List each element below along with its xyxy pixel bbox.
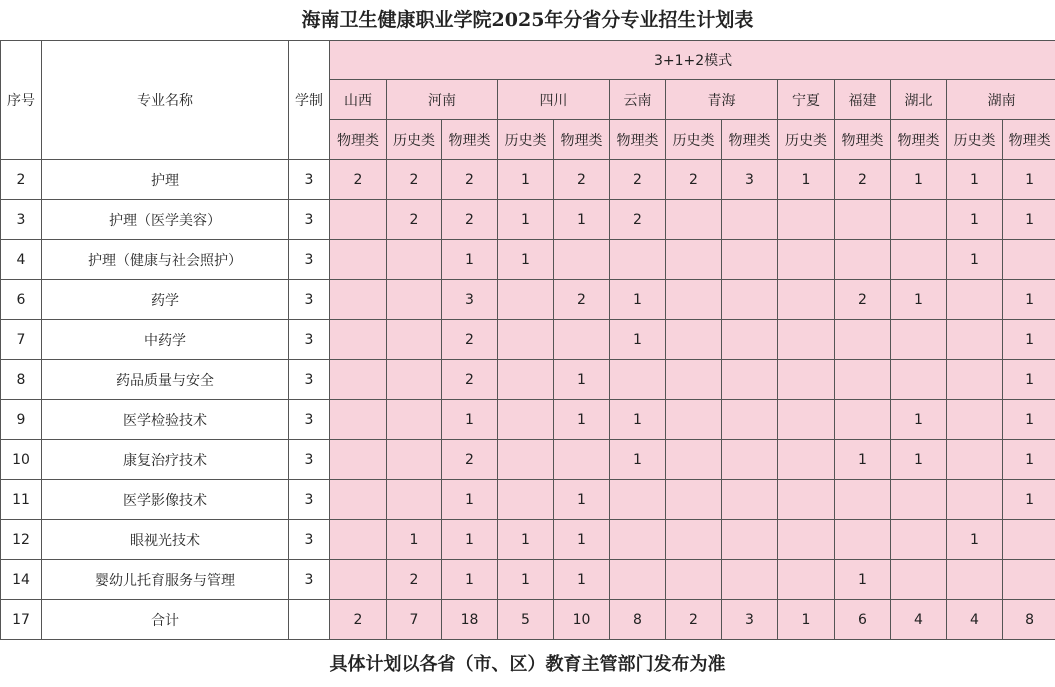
plan-count-cell	[891, 480, 947, 520]
plan-count-cell: 1	[387, 520, 442, 560]
plan-count-cell	[891, 360, 947, 400]
row-seq: 8	[1, 360, 42, 400]
plan-count-cell: 2	[610, 160, 666, 200]
plan-count-cell	[387, 240, 442, 280]
plan-count-cell: 1	[498, 240, 554, 280]
plan-count-cell	[835, 400, 891, 440]
plan-count-cell	[1003, 520, 1055, 560]
subject-header: 物理类	[891, 120, 947, 160]
plan-count-cell: 1	[498, 160, 554, 200]
plan-count-cell: 1	[778, 600, 835, 640]
row-seq: 4	[1, 240, 42, 280]
plan-count-cell	[722, 560, 778, 600]
plan-count-cell	[498, 360, 554, 400]
plan-count-cell: 2	[387, 560, 442, 600]
plan-count-cell: 2	[442, 440, 498, 480]
plan-count-cell	[610, 560, 666, 600]
row-duration: 3	[289, 280, 330, 320]
row-seq: 2	[1, 160, 42, 200]
plan-count-cell: 1	[442, 480, 498, 520]
plan-count-cell: 1	[442, 560, 498, 600]
plan-count-cell: 1	[947, 200, 1003, 240]
province-qinghai: 青海	[666, 80, 778, 120]
plan-count-cell	[947, 480, 1003, 520]
plan-count-cell: 1	[891, 280, 947, 320]
plan-count-cell: 2	[835, 160, 891, 200]
plan-count-cell	[722, 240, 778, 280]
plan-count-cell: 1	[498, 200, 554, 240]
row-major: 护理	[42, 160, 289, 200]
row-seq: 17	[1, 600, 42, 640]
table-row	[1, 280, 1055, 320]
plan-count-cell: 4	[891, 600, 947, 640]
plan-count-cell	[835, 360, 891, 400]
plan-count-cell: 1	[442, 240, 498, 280]
plan-count-cell: 1	[554, 360, 610, 400]
plan-count-cell	[387, 480, 442, 520]
plan-count-cell: 6	[835, 600, 891, 640]
plan-count-cell	[722, 320, 778, 360]
plan-count-cell	[498, 280, 554, 320]
plan-count-cell	[666, 440, 722, 480]
plan-count-cell: 1	[498, 560, 554, 600]
province-ningxia: 宁夏	[778, 80, 835, 120]
subject-header: 物理类	[554, 120, 610, 160]
plan-count-cell	[554, 320, 610, 360]
plan-count-cell: 8	[610, 600, 666, 640]
row-major: 康复治疗技术	[42, 440, 289, 480]
plan-count-cell: 1	[610, 400, 666, 440]
plan-count-cell: 1	[778, 160, 835, 200]
plan-count-cell: 1	[1003, 160, 1055, 200]
plan-count-cell: 1	[1003, 280, 1055, 320]
row-major: 医学影像技术	[42, 480, 289, 520]
plan-count-cell: 5	[498, 600, 554, 640]
row-duration: 3	[289, 480, 330, 520]
table-body	[1, 160, 1055, 640]
plan-count-cell	[330, 440, 387, 480]
plan-count-cell: 2	[442, 160, 498, 200]
plan-count-cell	[387, 320, 442, 360]
plan-count-cell	[610, 240, 666, 280]
subject-header: 历史类	[387, 120, 442, 160]
plan-count-cell: 1	[1003, 360, 1055, 400]
plan-count-cell	[387, 440, 442, 480]
plan-count-cell	[666, 400, 722, 440]
row-duration: 3	[289, 560, 330, 600]
plan-count-cell	[666, 520, 722, 560]
row-major: 中药学	[42, 320, 289, 360]
plan-count-cell	[387, 360, 442, 400]
subject-header: 历史类	[666, 120, 722, 160]
subject-header: 物理类	[442, 120, 498, 160]
plan-count-cell	[778, 520, 835, 560]
row-duration: 3	[289, 320, 330, 360]
table-row	[1, 440, 1055, 480]
plan-count-cell: 1	[498, 520, 554, 560]
plan-count-cell	[387, 400, 442, 440]
plan-count-cell	[330, 400, 387, 440]
row-major: 护理（健康与社会照护）	[42, 240, 289, 280]
plan-count-cell	[778, 440, 835, 480]
plan-count-cell: 1	[554, 200, 610, 240]
plan-count-cell	[778, 320, 835, 360]
plan-count-cell	[666, 320, 722, 360]
header-mode: 3+1+2模式	[330, 41, 1055, 80]
province-yunnan: 云南	[610, 80, 666, 120]
plan-count-cell	[554, 440, 610, 480]
plan-count-cell	[835, 200, 891, 240]
plan-count-cell	[722, 360, 778, 400]
plan-count-cell	[947, 400, 1003, 440]
header-major: 专业名称	[42, 41, 289, 160]
plan-count-cell	[947, 280, 1003, 320]
row-major: 护理（医学美容）	[42, 200, 289, 240]
plan-count-cell: 2	[387, 200, 442, 240]
row-major: 婴幼儿托育服务与管理	[42, 560, 289, 600]
plan-count-cell	[947, 320, 1003, 360]
row-seq: 7	[1, 320, 42, 360]
plan-count-cell: 2	[387, 160, 442, 200]
plan-count-cell	[330, 240, 387, 280]
plan-count-cell	[722, 200, 778, 240]
plan-count-cell	[330, 280, 387, 320]
province-hunan: 湖南	[947, 80, 1055, 120]
row-major: 眼视光技术	[42, 520, 289, 560]
plan-count-cell	[330, 320, 387, 360]
province-henan: 河南	[387, 80, 498, 120]
plan-count-cell	[891, 200, 947, 240]
province-shanxi: 山西	[330, 80, 387, 120]
row-major: 药品质量与安全	[42, 360, 289, 400]
table-row	[1, 160, 1055, 200]
row-seq: 10	[1, 440, 42, 480]
plan-count-cell	[498, 480, 554, 520]
plan-count-cell: 7	[387, 600, 442, 640]
plan-count-cell	[666, 280, 722, 320]
header-duration: 学制	[289, 41, 330, 160]
plan-count-cell: 18	[442, 600, 498, 640]
table-header	[1, 41, 1055, 160]
plan-count-cell: 1	[554, 520, 610, 560]
plan-count-cell	[330, 560, 387, 600]
province-sichuan: 四川	[498, 80, 610, 120]
plan-count-cell: 2	[835, 280, 891, 320]
plan-count-cell: 1	[947, 520, 1003, 560]
plan-count-cell: 1	[1003, 480, 1055, 520]
plan-count-cell: 8	[1003, 600, 1055, 640]
plan-count-cell	[947, 560, 1003, 600]
total-row	[1, 600, 1055, 640]
plan-count-cell: 1	[554, 560, 610, 600]
plan-count-cell	[778, 240, 835, 280]
plan-count-cell	[722, 480, 778, 520]
plan-count-cell	[778, 280, 835, 320]
plan-count-cell: 2	[666, 600, 722, 640]
plan-count-cell: 1	[947, 160, 1003, 200]
plan-count-cell: 1	[835, 560, 891, 600]
plan-count-cell	[498, 400, 554, 440]
plan-count-cell: 1	[442, 520, 498, 560]
plan-count-cell: 3	[722, 160, 778, 200]
plan-count-cell: 10	[554, 600, 610, 640]
plan-count-cell: 2	[442, 320, 498, 360]
plan-count-cell	[498, 320, 554, 360]
row-duration: 3	[289, 240, 330, 280]
table-row	[1, 320, 1055, 360]
plan-count-cell	[610, 520, 666, 560]
plan-count-cell	[610, 480, 666, 520]
plan-count-cell	[666, 240, 722, 280]
plan-count-cell	[666, 200, 722, 240]
plan-count-cell: 1	[610, 280, 666, 320]
plan-count-cell	[947, 440, 1003, 480]
subject-header: 物理类	[610, 120, 666, 160]
header-seq: 序号	[1, 41, 42, 160]
plan-count-cell: 1	[554, 480, 610, 520]
plan-count-cell: 1	[835, 440, 891, 480]
row-seq: 9	[1, 400, 42, 440]
plan-count-cell	[947, 360, 1003, 400]
plan-count-cell	[722, 440, 778, 480]
plan-count-cell: 1	[891, 440, 947, 480]
plan-count-cell	[891, 520, 947, 560]
table-row	[1, 520, 1055, 560]
province-fujian: 福建	[835, 80, 891, 120]
row-major: 合计	[42, 600, 289, 640]
plan-count-cell: 3	[722, 600, 778, 640]
plan-count-cell	[330, 520, 387, 560]
plan-count-cell	[835, 480, 891, 520]
plan-count-cell: 2	[442, 200, 498, 240]
plan-count-cell: 1	[554, 400, 610, 440]
plan-count-cell	[387, 280, 442, 320]
plan-count-cell	[722, 400, 778, 440]
subject-header: 历史类	[778, 120, 835, 160]
subject-header: 历史类	[947, 120, 1003, 160]
plan-count-cell	[330, 200, 387, 240]
plan-count-cell: 2	[554, 160, 610, 200]
plan-count-cell	[666, 560, 722, 600]
plan-count-cell	[1003, 240, 1055, 280]
plan-count-cell	[891, 240, 947, 280]
plan-count-cell	[722, 280, 778, 320]
plan-count-cell: 2	[610, 200, 666, 240]
row-duration: 3	[289, 160, 330, 200]
plan-count-cell	[778, 480, 835, 520]
page-title: 海南卫生健康职业学院2025年分省分专业招生计划表	[301, 9, 754, 31]
table-row	[1, 360, 1055, 400]
plan-count-cell	[722, 520, 778, 560]
plan-count-cell	[835, 520, 891, 560]
plan-count-cell: 2	[554, 280, 610, 320]
subject-header: 物理类	[722, 120, 778, 160]
plan-count-cell: 2	[666, 160, 722, 200]
plan-count-cell: 2	[442, 360, 498, 400]
subject-header: 物理类	[835, 120, 891, 160]
plan-count-cell	[778, 400, 835, 440]
plan-count-cell	[835, 320, 891, 360]
plan-count-cell	[778, 560, 835, 600]
plan-count-cell: 1	[947, 240, 1003, 280]
plan-count-cell	[554, 240, 610, 280]
row-seq: 6	[1, 280, 42, 320]
row-duration: 3	[289, 400, 330, 440]
plan-count-cell: 1	[1003, 400, 1055, 440]
plan-count-cell	[666, 480, 722, 520]
row-seq: 3	[1, 200, 42, 240]
plan-count-cell	[778, 360, 835, 400]
plan-count-cell: 1	[1003, 440, 1055, 480]
subject-header: 物理类	[330, 120, 387, 160]
row-seq: 11	[1, 480, 42, 520]
table-row	[1, 560, 1055, 600]
table-row	[1, 200, 1055, 240]
row-seq: 14	[1, 560, 42, 600]
plan-count-cell	[610, 360, 666, 400]
plan-count-cell: 1	[1003, 320, 1055, 360]
plan-count-cell: 2	[330, 160, 387, 200]
plan-count-cell	[666, 360, 722, 400]
row-duration: 3	[289, 520, 330, 560]
row-duration: 3	[289, 440, 330, 480]
plan-count-cell: 1	[610, 440, 666, 480]
plan-count-cell: 1	[442, 400, 498, 440]
plan-count-cell: 1	[1003, 200, 1055, 240]
subject-header: 物理类	[1003, 120, 1055, 160]
plan-count-cell	[498, 440, 554, 480]
footer-note: 具体计划以各省（市、区）教育主管部门发布为准	[329, 654, 726, 675]
plan-count-cell: 2	[330, 600, 387, 640]
row-duration: 3	[289, 200, 330, 240]
row-duration: 3	[289, 360, 330, 400]
plan-count-cell	[330, 480, 387, 520]
row-major: 医学检验技术	[42, 400, 289, 440]
province-hubei: 湖北	[891, 80, 947, 120]
plan-count-cell	[835, 240, 891, 280]
plan-count-cell: 1	[610, 320, 666, 360]
plan-count-cell	[891, 560, 947, 600]
table-row	[1, 400, 1055, 440]
plan-count-cell	[891, 320, 947, 360]
subject-header: 历史类	[498, 120, 554, 160]
table-row	[1, 480, 1055, 520]
plan-count-cell: 3	[442, 280, 498, 320]
row-duration	[289, 600, 330, 640]
plan-count-cell: 1	[891, 160, 947, 200]
row-seq: 12	[1, 520, 42, 560]
enrollment-plan-table	[0, 40, 1055, 640]
plan-count-cell: 4	[947, 600, 1003, 640]
table-row	[1, 240, 1055, 280]
plan-count-cell: 1	[891, 400, 947, 440]
plan-count-cell	[1003, 560, 1055, 600]
plan-count-cell	[330, 360, 387, 400]
plan-count-cell	[778, 200, 835, 240]
row-major: 药学	[42, 280, 289, 320]
